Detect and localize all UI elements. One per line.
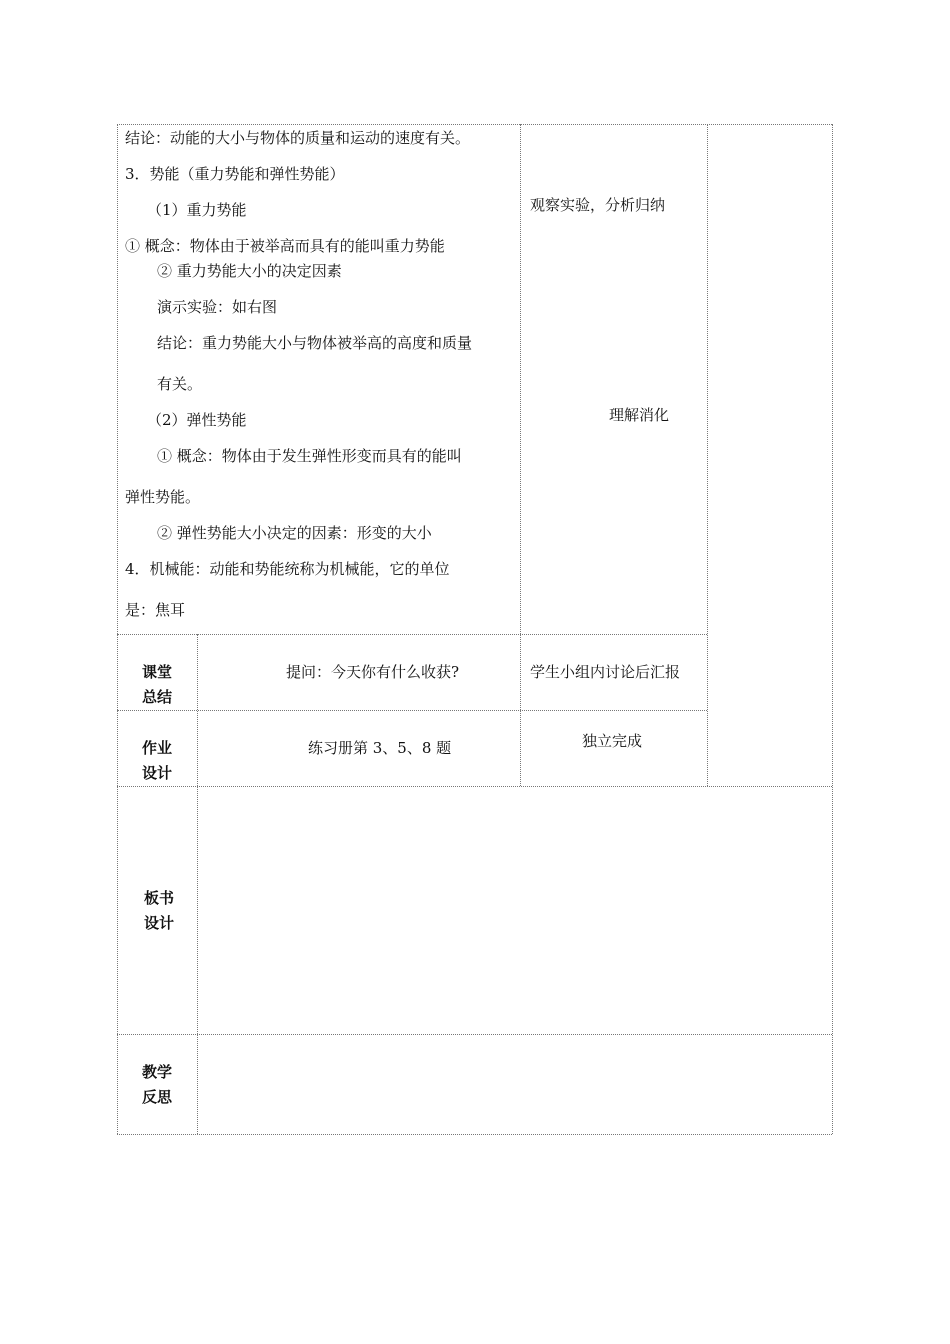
- board-label: [119, 886, 199, 936]
- content-line-gravitational-conclusion: 结论：重力势能大小与物体被举高的高度和质量: [157, 334, 473, 352]
- content-line-gravitational-concept: ① 概念：物体由于被举高而具有的能叫重力势能: [125, 237, 445, 255]
- row-divider-summary-homework: [117, 710, 707, 711]
- content-line-gravitational-factors: ② 重力势能大小的决定因素: [157, 262, 342, 280]
- content-line-elastic-concept-cont: 弹性势能。: [125, 488, 201, 506]
- homework-teacher-text: 练习册第 3、5、8 题: [308, 739, 452, 757]
- table-border-top: [117, 124, 832, 125]
- summary-label: [117, 660, 197, 710]
- student-activity-observe: 观察实验，分析归纳: [530, 196, 666, 214]
- homework-label: [117, 736, 197, 786]
- reflection-label: [117, 1060, 197, 1110]
- summary-label-line2: 总结: [141, 688, 172, 706]
- board-label-line2: 设计: [143, 914, 174, 932]
- label-column-divider: [197, 634, 198, 1134]
- row-divider-homework-board: [117, 786, 832, 787]
- content-line-mechanical-energy-unit: 是：焦耳: [125, 601, 186, 619]
- reflection-label-line1: 教学: [141, 1063, 172, 1081]
- summary-student-text: 学生小组内讨论后汇报: [530, 663, 681, 681]
- board-label-line1: 板书: [143, 889, 174, 907]
- row-divider-board-reflection: [117, 1034, 832, 1035]
- table-border-bottom: [117, 1134, 832, 1135]
- teacher-student-divider: [520, 124, 521, 786]
- row-divider-content-summary: [117, 634, 707, 635]
- table-border-right: [832, 124, 833, 1134]
- content-line-mechanical-energy: 4．机械能：动能和势能统称为机械能，它的单位: [125, 560, 450, 578]
- student-note-divider: [707, 124, 708, 786]
- content-line-conclusion-kinetic: 结论：动能的大小与物体的质量和运动的速度有关。: [125, 129, 471, 147]
- content-line-elastic-concept: ① 概念：物体由于发生弹性形变而具有的能叫: [157, 447, 462, 465]
- homework-label-line2: 设计: [141, 764, 172, 782]
- homework-student-text: 独立完成: [582, 732, 643, 750]
- homework-label-line1: 作业: [141, 739, 172, 757]
- content-line-elastic-heading: （2）弹性势能: [147, 411, 247, 429]
- summary-teacher-text: 提问：今天你有什么收获?: [286, 663, 460, 681]
- content-line-gravitational-conclusion-cont: 有关。: [157, 375, 203, 393]
- summary-label-line1: 课堂: [141, 663, 172, 681]
- table-border-left: [117, 124, 118, 1134]
- content-line-demo-experiment: 演示实验：如右图: [157, 298, 278, 316]
- content-line-elastic-factors: ② 弹性势能大小决定的因素：形变的大小: [157, 524, 432, 542]
- content-line-gravitational-heading: （1）重力势能: [147, 201, 247, 219]
- content-line-potential-energy-heading: 3．势能（重力势能和弹性势能）: [125, 165, 345, 183]
- reflection-label-line2: 反思: [141, 1088, 172, 1106]
- student-activity-understand: 理解消化: [609, 406, 670, 424]
